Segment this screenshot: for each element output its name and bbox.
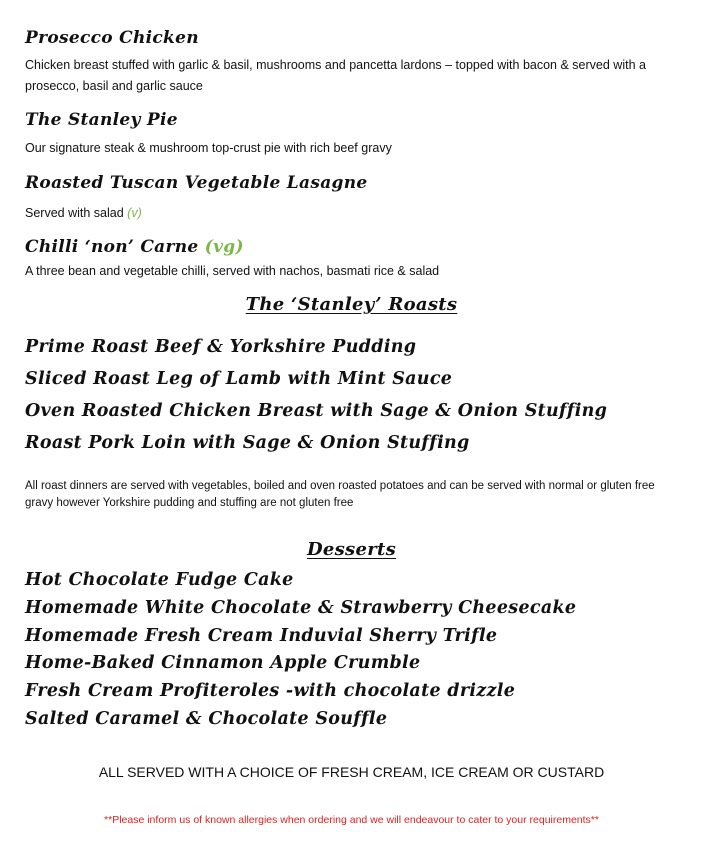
dish-title-text: Chilli ‘non’ Carne bbox=[25, 237, 199, 257]
dish-description-prosecco-chicken: Chicken breast stuffed with garlic & basil, mushrooms and pancetta lardons – topped with bacon & served with a prosecco, basil and garlic sauce bbox=[25, 58, 646, 93]
dish-title-stanley-pie: The Stanley Pie bbox=[25, 110, 178, 130]
dish-description-chilli-non-carne: A three bean and vegetable chilli, served with nachos, basmati rice & salad bbox=[25, 264, 440, 278]
dessert-item: Hot Chocolate Fudge Cake bbox=[25, 570, 294, 590]
dish-description-stanley-pie: Our signature steak & mushroom top-crust pie with rich beef gravy bbox=[25, 141, 392, 155]
dessert-item: Homemade White Chocolate & Strawberry Cheesecake bbox=[25, 598, 577, 618]
section-heading-desserts: Desserts bbox=[306, 539, 397, 560]
vegetarian-badge: (v) bbox=[127, 206, 142, 220]
dessert-item: Fresh Cream Profiteroles -with chocolate drizzle bbox=[25, 681, 516, 701]
dish-description-vegetable-lasagne bbox=[25, 203, 685, 224]
dish-title-vegetable-lasagne: Roasted Tuscan Vegetable Lasagne bbox=[25, 173, 368, 193]
dessert-served-with: ALL SERVED WITH A CHOICE OF FRESH CREAM, ICE CREAM OR CUSTARD bbox=[98, 764, 605, 780]
roast-dinner-note: All roast dinners are served with vegetables, boiled and oven roasted potatoes and can be served with normal or gluten free gravy however Yorkshire pudding and stuffing are not gluten free bbox=[25, 480, 655, 509]
dish-title-prosecco-chicken: Prosecco Chicken bbox=[25, 28, 199, 48]
roast-item: Oven Roasted Chicken Breast with Sage & Onion Stuffing bbox=[25, 401, 608, 421]
section-heading-roasts: The ‘Stanley’ Roasts bbox=[245, 294, 458, 315]
dish-title-chilli-non-carne bbox=[25, 236, 244, 258]
roast-item: Roast Pork Loin with Sage & Onion Stuffing bbox=[25, 433, 470, 453]
dessert-item: Salted Caramel & Chocolate Souffle bbox=[25, 709, 388, 729]
roast-item: Prime Roast Beef & Yorkshire Pudding bbox=[25, 337, 417, 357]
vegan-badge: (vg) bbox=[204, 237, 244, 257]
dish-description-text: Served with salad bbox=[25, 206, 124, 220]
roast-item: Sliced Roast Leg of Lamb with Mint Sauce bbox=[25, 369, 453, 389]
dessert-item: Homemade Fresh Cream Induvial Sherry Trifle bbox=[25, 626, 498, 646]
allergy-notice: **Please inform us of known allergies when ordering and we will endeavour to cater to your requirements** bbox=[104, 814, 599, 826]
dessert-item: Home-Baked Cinnamon Apple Crumble bbox=[25, 653, 421, 673]
